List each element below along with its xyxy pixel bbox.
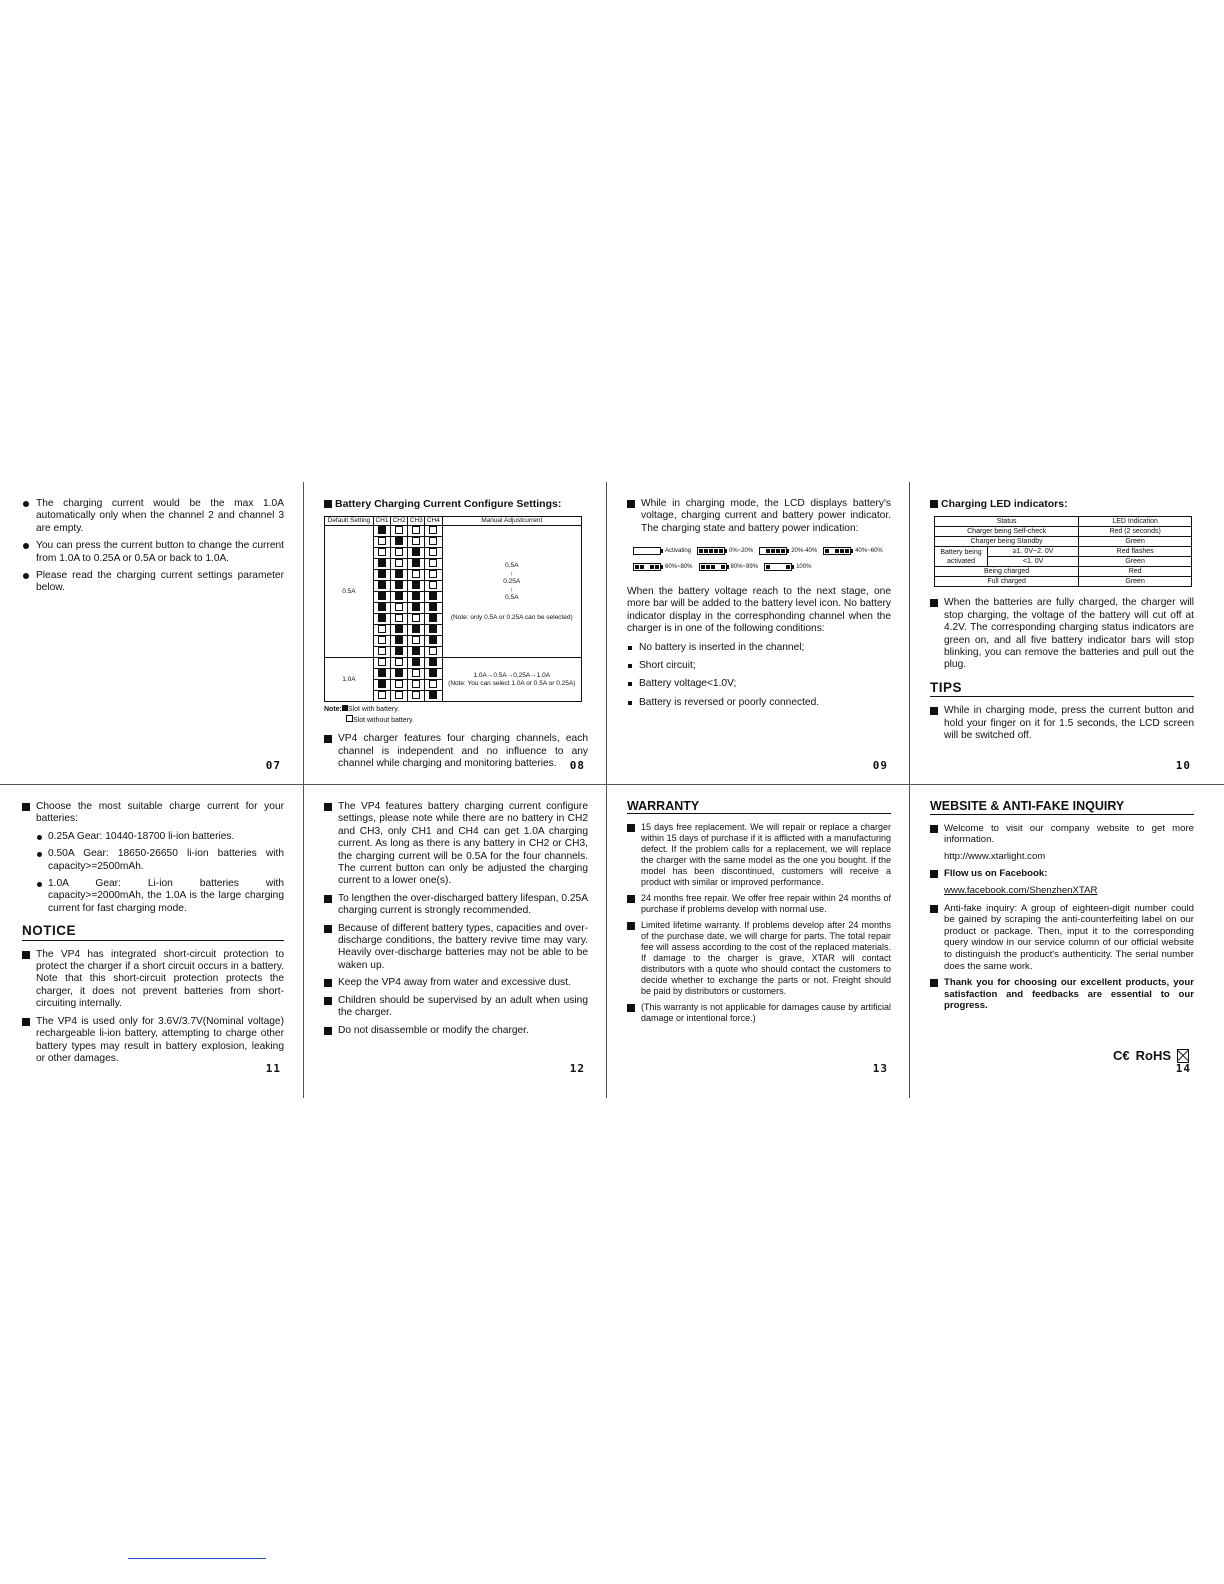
battery-icon: Activating: [633, 545, 691, 557]
slot-empty-icon: [395, 680, 403, 688]
slot-with-battery-icon: [412, 603, 420, 611]
slot-with-battery-icon: [429, 669, 437, 677]
page-09: [607, 482, 910, 784]
facebook-link[interactable]: www.facebook.com/ShenzhenXTAR: [944, 884, 1098, 896]
slot-with-battery-icon: [395, 581, 403, 589]
website-heading: WEBSITE & ANTI-FAKE INQUIRY: [930, 801, 1194, 815]
slot-with-battery-icon: [412, 647, 420, 655]
weee-bin-icon: [1177, 1049, 1189, 1063]
slot-empty-icon: [429, 559, 437, 567]
slot-empty-icon: [429, 526, 437, 534]
tips-heading: TIPS: [930, 682, 1194, 697]
table-row: [325, 526, 582, 537]
slot-with-battery-icon: [429, 592, 437, 600]
bullet: You can press the current button to change the current from 1.0A to 0.25A or 0.5A or back to 1.0A.: [22, 540, 284, 565]
list-item: Short circuit;: [627, 660, 891, 672]
slot-empty-icon: [395, 548, 403, 556]
list-item: Battery voltage<1.0V;: [627, 678, 891, 690]
battery-icon: 100%: [764, 561, 811, 573]
page-number: 08: [569, 758, 585, 772]
list-item: Battery is reversed or poorly connected.: [627, 697, 891, 709]
page-13: [607, 785, 910, 1087]
slot-with-battery-icon: [378, 526, 386, 534]
slot-empty-icon: [378, 636, 386, 644]
page-07: [0, 482, 303, 784]
slot-empty-icon: [429, 537, 437, 545]
slot-empty-icon: [378, 691, 386, 699]
slot-with-battery-icon: [378, 669, 386, 677]
table-row: [325, 658, 582, 669]
website-link[interactable]: http://www.xtarlight.com: [944, 850, 1046, 862]
slot-empty-icon: [395, 614, 403, 622]
list-item: 1.0A Gear: Li-ion batteries with capacity>=2000mAh, the 1.0A is the large charging current for fast charging mode.: [22, 878, 284, 915]
page-number: 11: [265, 1061, 281, 1075]
battery-indicator-legend: [633, 545, 891, 576]
page-number: 12: [569, 1061, 585, 1075]
paragraph: 24 months free repair. We offer free repair within 24 months of purchase if problems develop with normal use.: [627, 893, 891, 915]
paragraph: The VP4 has integrated short-circuit protection to protect the charger if a short circuit occurs in a battery. Note that this short-circuit protection protects the charger, it does not prevent batteries from short-circuiting internally.: [22, 949, 284, 1011]
slot-empty-icon: [395, 603, 403, 611]
default-setting-cell: 1.0A: [325, 658, 374, 702]
slot-empty-icon: [378, 625, 386, 633]
slot-with-battery-icon: [395, 537, 403, 545]
slot-with-battery-icon: [395, 625, 403, 633]
paragraph: (This warranty is not applicable for damages cause by artificial damage or intentional force.): [627, 1002, 891, 1024]
paragraph: While in charging mode, press the current button and hold your finger on it for 1.5 seconds, the LCD screen will be switched off.: [930, 705, 1194, 742]
slot-empty-icon: [395, 691, 403, 699]
slot-empty-icon: [412, 526, 420, 534]
page-number: 10: [1175, 758, 1191, 772]
ce-mark: C€: [1112, 1047, 1130, 1063]
col-header: CH2: [391, 517, 408, 526]
list-item: No battery is inserted in the channel;: [627, 642, 891, 654]
paragraph: The VP4 is used only for 3.6V/3.7V(Nominal voltage) rechargeable li-ion battery, attempting to charge other battery types may result in battery explosion, leaking or other damages.: [22, 1016, 284, 1066]
page-08: [304, 482, 607, 784]
slot-empty-icon: [378, 548, 386, 556]
section-heading: Battery Charging Current Configure Settings:: [324, 498, 588, 510]
led-indicator-table: Status LED Indication Charger being Self-check Red (2 seconds) Charger being Standby Green Battery being activated ≥1. 0V~2. 0V Red flashes <1. 0V Green Being charged Red Full charged Green: [934, 516, 1192, 587]
slot-with-battery-icon: [378, 570, 386, 578]
slot-with-battery-icon: [378, 592, 386, 600]
slot-with-battery-icon: [429, 603, 437, 611]
paragraph: To lengthen the over-discharged battery lifespan, 0.25A charging current is strongly recommended.: [324, 893, 588, 918]
col-header: CH3: [408, 517, 425, 526]
table-note: Note: Slot with battery. Slot without battery.: [324, 706, 414, 724]
battery-icon: 0%~20%: [697, 545, 753, 557]
list-item: 0.25A Gear: 10440-18700 li-ion batteries.: [22, 831, 284, 843]
slot-with-battery-icon: [378, 614, 386, 622]
slot-empty-icon: [395, 526, 403, 534]
slot-with-battery-icon: [378, 680, 386, 688]
slot-with-battery-icon: [412, 658, 420, 666]
page-10: [910, 482, 1213, 784]
slot-empty-icon: [378, 658, 386, 666]
warranty-heading: WARRANTY: [627, 801, 891, 814]
adjust-cell: 0.5A ↓ 0.25A ↓ 0.5A (Note: only 0.5A or 0.25A can be selected): [442, 526, 581, 658]
paragraph: Thank you for choosing our excellent products, your satisfaction and feedbacks are essential to our progress.: [930, 977, 1194, 1012]
col-header: Default Setting: [325, 517, 374, 526]
manual-sheet: [0, 482, 1224, 1098]
slot-with-battery-icon: [395, 669, 403, 677]
battery-icon: 20%-40%: [759, 545, 817, 557]
slot-empty-icon: [429, 581, 437, 589]
slot-with-battery-icon: [429, 614, 437, 622]
battery-icon: 60%~80%: [633, 561, 693, 573]
slot-empty-icon: [412, 570, 420, 578]
slot-empty-icon: [412, 691, 420, 699]
slot-with-battery-icon: [412, 625, 420, 633]
slot-with-battery-icon: [378, 559, 386, 567]
page-11: [0, 785, 303, 1087]
slot-empty-icon: [412, 669, 420, 677]
battery-icon: 40%~60%: [823, 545, 883, 557]
battery-icon: 80%~99%: [699, 561, 759, 573]
page-number: 14: [1175, 1061, 1191, 1075]
paragraph: While in charging mode, the LCD displays battery's voltage, charging current and battery power indicator. The charging state and battery power indication:: [627, 498, 891, 535]
page-number: 09: [872, 758, 888, 772]
page-12: [304, 785, 607, 1087]
slot-empty-icon: [429, 680, 437, 688]
slot-empty-icon: [429, 647, 437, 655]
slot-with-battery-icon: [395, 570, 403, 578]
bullet: Please read the charging current settings parameter below.: [22, 570, 284, 595]
slot-with-battery-icon: [429, 625, 437, 633]
rohs-mark: RoHS: [1135, 1047, 1171, 1063]
slot-with-battery-icon: [412, 559, 420, 567]
slot-empty-icon: [395, 658, 403, 666]
slot-with-battery-icon: [395, 592, 403, 600]
slot-with-battery-icon: [429, 691, 437, 699]
paragraph: When the batteries are fully charged, the charger will stop charging, the voltage of the battery will cut off at 4.2V. The corresponding charging status indicators are green on, and all five battery indicator bars will stop blinking, you can remove the batteries and pull out the plug.: [930, 597, 1194, 671]
adjust-cell: 1.0A→0.5A→0.25A→1.0A (Note: You can select 1.0A or 0.5A or 0.25A): [442, 658, 581, 702]
paragraph: VP4 charger features four charging channels, each channel is independent and no influence to any channel while charging and monitoring batteries.: [324, 733, 588, 770]
slot-empty-icon: [412, 680, 420, 688]
col-header: CH4: [425, 517, 442, 526]
slot-empty-icon: [429, 570, 437, 578]
default-setting-cell: 0.5A: [325, 526, 374, 658]
current-config-table: [324, 516, 582, 702]
notice-heading: NOTICE: [22, 925, 284, 940]
slot-with-battery-icon: [395, 647, 403, 655]
page-number: 07: [265, 758, 281, 772]
slot-empty-icon: [395, 559, 403, 567]
slot-with-battery-icon: [412, 581, 420, 589]
paragraph: Choose the most suitable charge current for your batteries:: [22, 801, 284, 826]
paragraph: Do not disassemble or modify the charger.: [324, 1025, 588, 1037]
col-header: CH1: [373, 517, 390, 526]
paragraph: Limited lifetime warranty. If problems develop after 24 months of the purchase date, we will charge for parts. The total repair fee will assess according to the cost of the replaced materials. If damage to the charger is grave, XTAR will contact distributors with a quote who should contact the customers to decide whether to exchange the parts or not. Freight should be paid by distributors or customers.: [627, 920, 891, 997]
paragraph: When the battery voltage reach to the next stage, one more bar will be added to the battery level icon. No battery indicator display in the corresphonding channel when the charger is in one of the following conditions:: [627, 586, 891, 635]
slot-empty-icon: [412, 614, 420, 622]
section-heading: Charging LED indicators:: [930, 498, 1194, 510]
slot-empty-icon: [429, 548, 437, 556]
slot-empty-icon: [412, 636, 420, 644]
slot-with-battery-icon: [429, 658, 437, 666]
slot-with-battery-icon: [395, 636, 403, 644]
slot-with-battery-icon: [378, 603, 386, 611]
slot-with-battery-icon: [429, 636, 437, 644]
slot-with-battery-icon: [378, 581, 386, 589]
slot-empty-icon: [378, 647, 386, 655]
certification-marks: [1113, 1049, 1189, 1063]
paragraph: Fllow us on Facebook:: [930, 868, 1194, 880]
paragraph: Keep the VP4 away from water and excessive dust.: [324, 977, 588, 989]
bullet: The charging current would be the max 1.0A automatically only when the channel 2 and channel 3 are empty.: [22, 498, 284, 535]
page-14: [910, 785, 1213, 1087]
slot-empty-icon: [412, 537, 420, 545]
paragraph: Because of different battery types, capacities and over-discharge conditions, the battery revive time may vary. Heavily over-discharge batteries may not be able to be waken up.: [324, 923, 588, 973]
paragraph: Children should be supervised by an adult when using the charger.: [324, 995, 588, 1020]
paragraph: Anti-fake inquiry: A group of eighteen-digit number could be gained by scraping the anti-counterfeiting label on our product or package. Then, input it to the corresponding query window in our service column of our official website to distinguish the product's authenticity. The serial number does the same work.: [930, 903, 1194, 973]
footer-link-underline: [128, 1558, 266, 1559]
col-header: Manual Adjustcurrent: [442, 517, 581, 526]
slot-with-battery-icon: [412, 548, 420, 556]
page-number: 13: [872, 1061, 888, 1075]
slot-with-battery-icon: [412, 592, 420, 600]
slot-empty-icon: [378, 537, 386, 545]
paragraph: 15 days free replacement. We will repair or replace a charger within 15 days of purchase if it is afflicted with a manufacturing defect. If the problem calls for a replacement, we will replace the charger with the same model as the one you bought. If the model has been discontinued, customers will receive a product with similar or improved performance.: [627, 822, 891, 888]
paragraph: The VP4 features battery charging current configure settings, please note while there are no battery in CH2 and CH3, only CH1 and CH4 can get 1.0A charging current. As long as there is any battery in CH2 or CH3, the charging current will be 0.5A for the four channels. The current button can only be adjusted the charging current to a lower one(s).: [324, 801, 588, 888]
paragraph: Welcome to visit our company website to get more information.: [930, 823, 1194, 846]
list-item: 0.50A Gear: 18650-26650 li-ion batteries with capacity>=2500mAh.: [22, 848, 284, 873]
